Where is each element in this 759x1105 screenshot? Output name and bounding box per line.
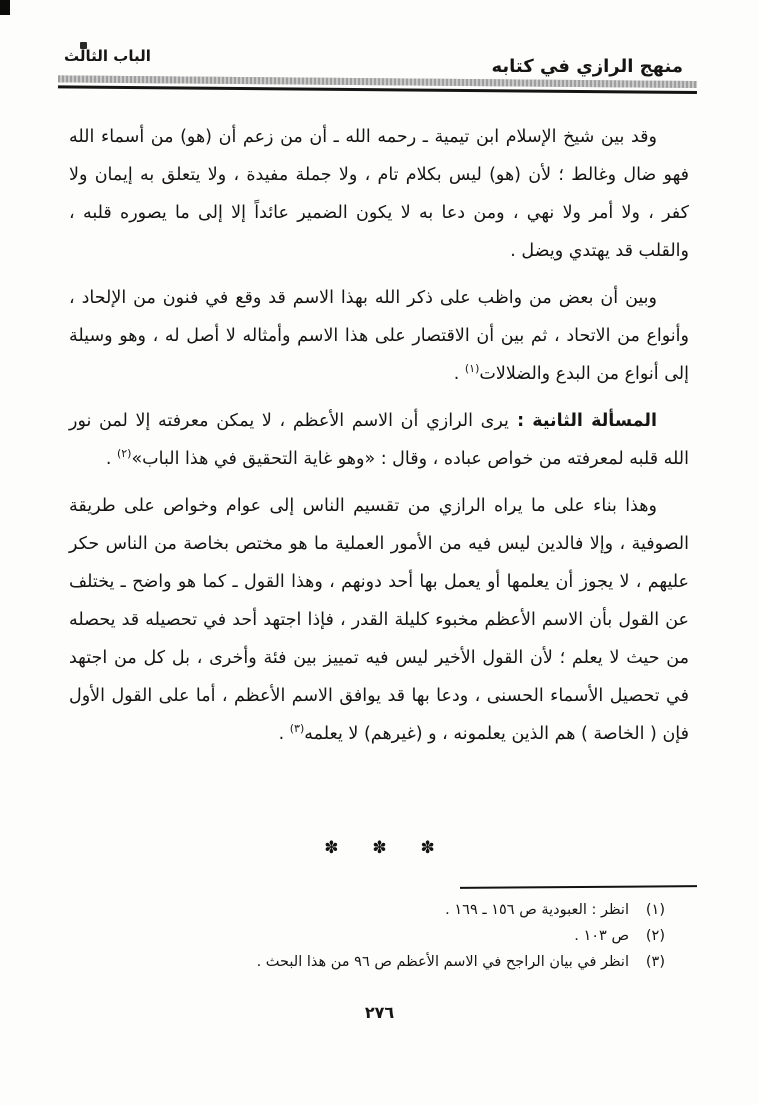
asterisk-separator: ✽ ✽ ✽ [324, 838, 435, 858]
paragraph-1: وقد بين شيخ الإسلام ابن تيمية ـ رحمه الله ـ أن من زعم أن (هو) من أسماء الله فهو ضال وغالط ؛ لأن (هو) ليس بكلام تام ، ولا جملة مفيدة ، ولا يتعلق به إيمان ولا كفر ، ولا أمر ولا نهي ، ومن دعا به لا يكون الضمير عائداً إلا إلى ما يصوره قلبه ، والقلب قد يهتدي ويضل . [69, 127, 689, 261]
footnote-list [70, 897, 665, 975]
footnote-text: انظر في بيان الراجح في الاسم الأعظم ص ٩٦ من هذا البحث . [256, 954, 629, 970]
page-number: ٢٧٦ [364, 1003, 395, 1022]
footnote-marker: (٢) [645, 928, 665, 944]
paragraph-4: وهذا بناء على ما يراه الرازي من تقسيم الناس إلى عوام وخواص على طريقة الصوفية ، وإلا فالدين ليس فيه من الأمور العملية ما هو مختص بخاصة من الناس حكر عليهم ، لا يجوز أن يعلمها أو يعمل بها أحد دونهم ، وهذا القول ـ كما هو واضح ـ يختلف عن القول بأن الاسم الأعظم مخبوء كليلة القدر ، فإذا اجتهد أحد في تحصيله قد يحصله من حيث لا يعلم ؛ لأن القول الأخير ليس فيه تمييز بين فئة وأخرى ، بل كل من اجتهد في تحصيل الأسماء الحسنى ، ودعا بها قد يوافق الاسم الأعظم ، أما على القول الأول فإن ( الخاصة ) هم الذين يعلمونه ، و (غيرهم) لا يعلمه$^{(٣)}$ . [69, 496, 689, 744]
running-book-title: منهج الرازي في كتابه [491, 56, 683, 77]
footnote-separator-line [460, 885, 697, 889]
page-header [58, 47, 697, 94]
footnote-item [70, 897, 665, 923]
header-titles [58, 47, 697, 77]
footnote-text: ص ١٠٣ . [574, 928, 629, 944]
footnote-marker: (١) [645, 902, 665, 918]
footnote-item [70, 923, 665, 949]
footnote-item [70, 949, 665, 975]
footnote-marker: (٣) [645, 954, 665, 970]
scan-corner-artifact [0, 0, 10, 15]
body-text [69, 118, 689, 762]
footnote-text: انظر : العبودية ص ١٥٦ ـ ١٦٩ . [445, 902, 629, 918]
paragraph-3: المسألة الثانية : يرى الرازي أن الاسم الأعظم ، لا يمكن معرفته إلا لمن نور الله قلبه لمعرفته من خواص عباده ، وقال : «وهو غاية التحقيق في هذا الباب»$^{(٢)}$ . [69, 411, 689, 469]
running-chapter-title: الباب الثالث [64, 47, 151, 65]
header-rules [58, 75, 697, 93]
paragraph-2: وبين أن بعض من واظب على ذكر الله بهذا الاسم قد وقع في فنون من الإلحاد ، وأنواع من الاتحاد ، ثم بين أن الاقتصار على هذا الاسم وأمثاله لا أصل له ، وهو وسيلة إلى أنواع من البدع والضلالات$^{(١)}$ . [69, 288, 689, 384]
